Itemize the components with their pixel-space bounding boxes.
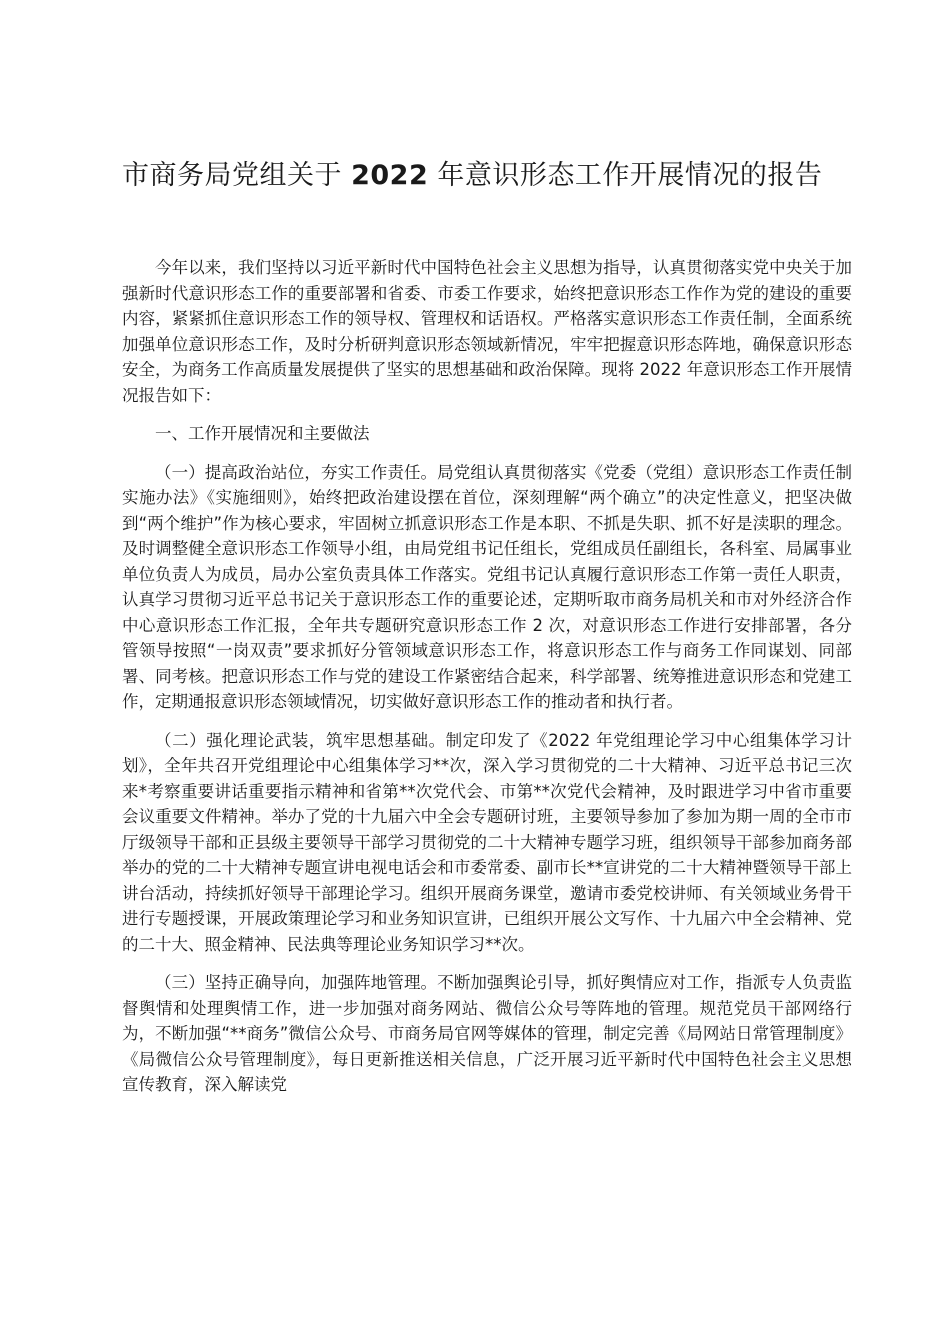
section-heading-1: 一、工作开展情况和主要做法: [155, 424, 370, 443]
title-suffix: 年意识形态工作开展情况的报告: [428, 160, 823, 191]
title-year: 2022: [351, 160, 429, 191]
paragraph-3: （三）坚持正确导向，加强阵地管理。不断加强舆论引导，抓好舆情应对工作，指派专人负责监督舆情和处理舆情工作，进一步加强对商务网站、微信公众号等阵地的管理。规范党员干部网络行为，不断加强“**商务”微信公众号、市商务局官网等媒体的管理，制定完善《局网站日常管理制度》《局微信公众号管理制度》，每日更新推送相关信息，广泛开展习近平新时代中国特色社会主义思想宣传教育，深入解读党: [122, 973, 852, 1094]
document-body: [122, 255, 852, 1111]
title-prefix: 市商务局党组关于: [122, 160, 352, 191]
intro-paragraph: 今年以来，我们坚持以习近平新时代中国特色社会主义思想为指导，认真贯彻落实党中央关于加强新时代意识形态工作的重要部署和省委、市委工作要求，始终把意识形态工作作为党的建设的重要内容，紧紧抓住意识形态工作的领导权、管理权和话语权。严格落实意识形态工作责任制，全面系统加强单位意识形态工作，及时分析研判意识形态领域新情况，牢牢把握意识形态阵地，确保意识形态安全，为商务工作高质量发展提供了坚实的思想基础和政治保障。现将 2022 年意识形态工作开展情况报告如下：: [122, 258, 852, 405]
paragraph-1: （一）提高政治站位，夯实工作责任。局党组认真贯彻落实《党委（党组）意识形态工作责任制实施办法》《实施细则》，始终把政治建设摆在首位，深刻理解“两个确立”的决定性意义，把坚决做到“两个维护”作为核心要求，牢固树立抓意识形态工作是本职、不抓是失职、抓不好是渎职的理念。及时调整健全意识形态工作领导小组，由局党组书记任组长，党组成员任副组长，各科室、局属事业单位负责人为成员，局办公室负责具体工作落实。党组书记认真履行意识形态工作第一责任人职责，认真学习贯彻习近平总书记关于意识形态工作的重要论述，定期听取市商务局机关和市对外经济合作中心意识形态工作汇报，全年共专题研究意识形态工作 2 次，对意识形态工作进行安排部署，各分管领导按照“一岗双责”要求抓好分管领域意识形态工作，将意识形态工作与商务工作同谋划、同部署、同考核。把意识形态工作与党的建设工作紧密结合起来，科学部署、统筹推进意识形态和党建工作，定期通报意识形态领域情况，切实做好意识形态工作的推动者和执行者。: [122, 462, 852, 711]
paragraph-2: （二）强化理论武装，筑牢思想基础。制定印发了《2022 年党组理论学习中心组集体学习计划》，全年共召开党组理论中心组集体学习**次，深入学习贯彻党的二十大精神、习近平总书记三次来*考察重要讲话重要指示精神和省第**次党代会、市第**次党代会精神，及时跟进学习中省市重要会议重要文件精神。举办了党的十九届六中全会专题研讨班，主要领导参加了参加为期一周的全市市厅级领导干部和正县级主要领导干部学习贯彻党的二十大精神专题学习班，组织领导干部参加商务部举办的党的二十大精神专题宣讲电视电话会和市委常委、副市长**宣讲党的二十大精神暨领导干部上讲台活动，持续抓好领导干部理论学习。组织开展商务课堂，邀请市委党校讲师、有关领域业务骨干进行专题授课，开展政策理论学习和业务知识宣讲，已组织开展公文写作、十九届六中全会精神、党的二十大、照金精神、民法典等理论业务知识学习**次。: [122, 730, 852, 954]
document-title: [122, 150, 842, 201]
